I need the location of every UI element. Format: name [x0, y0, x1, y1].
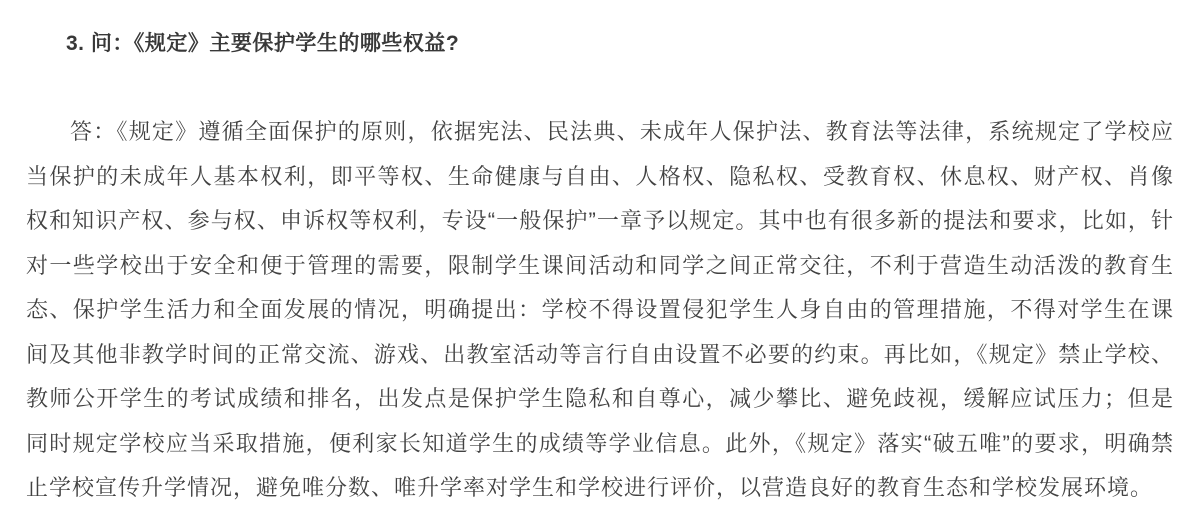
answer-paragraph: 答：《规定》遵循全面保护的原则，依据宪法、民法典、未成年人保护法、教育法等法律，系统规定了学校应当保护的未成年人基本权利，即平等权、生命健康与自由、人格权、隐私权、受教育权、休息权、财产权、肖像权和知识产权、参与权、申诉权等权利，专设“一般保护”一章予以规定。其中也有很多新的提法和要求，比如，针对一些学校出于安全和便于管理的需要，限制学生课间活动和同学之间正常交往，不利于营造生动活泼的教育生态、保护学生活力和全面发展的情况，明确提出：学校不得设置侵犯学生人身自由的管理措施，不得对学生在课间及其他非教学时间的正常交流、游戏、出教室活动等言行自由设置不必要的约束。再比如，《规定》禁止学校、教师公开学生的考试成绩和排名，出发点是保护学生隐私和自尊心，减少攀比、避免歧视，缓解应试压力；但是同时规定学校应当采取措施，便利家长知道学生的成绩等学业信息。此外，《规定》落实“破五唯”的要求，明确禁止学校宣传升学情况，避免唯分数、唯升学率对学生和学校进行评价，以营造良好的教育生态和学校发展环境。: [26, 119, 1174, 500]
question-heading: 3. 问：《规定》主要保护学生的哪些权益?: [66, 32, 460, 55]
